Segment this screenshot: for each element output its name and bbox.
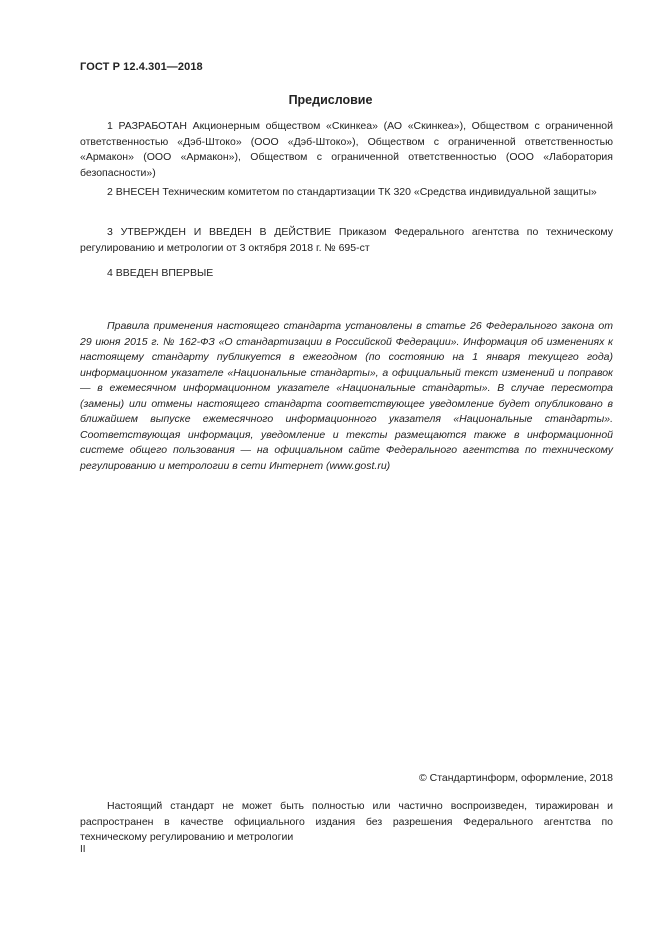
reproduction-notice: Настоящий стандарт не может быть полностью или частично воспроизведен, тиражирован и распространен в качестве официального издания без разрешения Федерального агентства по техническому регулированию и метрологии — [80, 800, 613, 843]
paragraph-introduced-by: 2 ВНЕСЕН Техническим комитетом по стандартизации ТК 320 «Средства индивидуальной защиты» — [107, 186, 597, 198]
document-header: ГОСТ Р 12.4.301—2018 — [80, 61, 203, 73]
copyright-line: © Стандартинформ, оформление, 2018 — [418, 772, 613, 784]
paragraph-approved: 3 УТВЕРЖДЕН И ВВЕДЕН В ДЕЙСТВИЕ Приказом Федерального агентства по техническому регулированию и метрологии от 3 октября 2018 г. № 695-ст — [80, 226, 613, 254]
page-number: II — [80, 844, 86, 855]
page-title: Предисловие — [288, 93, 373, 107]
usage-notice: Правила применения настоящего стандарта установлены в статье 26 Федерального закона от 29 июня 2015 г. № 162-ФЗ «О стандартизации в Российской Федерации». Информация об изменениях к настоящему стандарту публикуется в ежегодном (по состоянию на 1 января текущего года) информационном указателе «Национальные стандарты», а официальный текст изменений и поправок — в ежемесячном информационном указателе «Национальные стандарты». В случае пересмотра (замены) или отмены настоящего стандарта соответствующее уведомление будет опубликовано в ближайшем выпуске ежемесячного информационного указателя «Национальные стандарты». Соответствующая информация, уведомление и тексты размещаются также в информационной системе общего пользования — на официальном сайте Федерального агентства по техническому регулированию и метрологии в сети Интернет (www.gost.ru) — [80, 320, 613, 472]
paragraph-first-introduced: 4 ВВЕДЕН ВПЕРВЫЕ — [107, 267, 214, 279]
paragraph-developed-by: 1 РАЗРАБОТАН Акционерным обществом «Скинкеа» (АО «Скинкеа»), Обществом с ограниченной ответственностью «Дэб-Штоко» (ООО «Дэб-Штоко»), Обществом с ограниченной ответственностью «Армакон» (ООО «Армакон»), Обществом с ограниченной ответственностью (ООО «Лаборатория безопасности») — [80, 120, 613, 179]
